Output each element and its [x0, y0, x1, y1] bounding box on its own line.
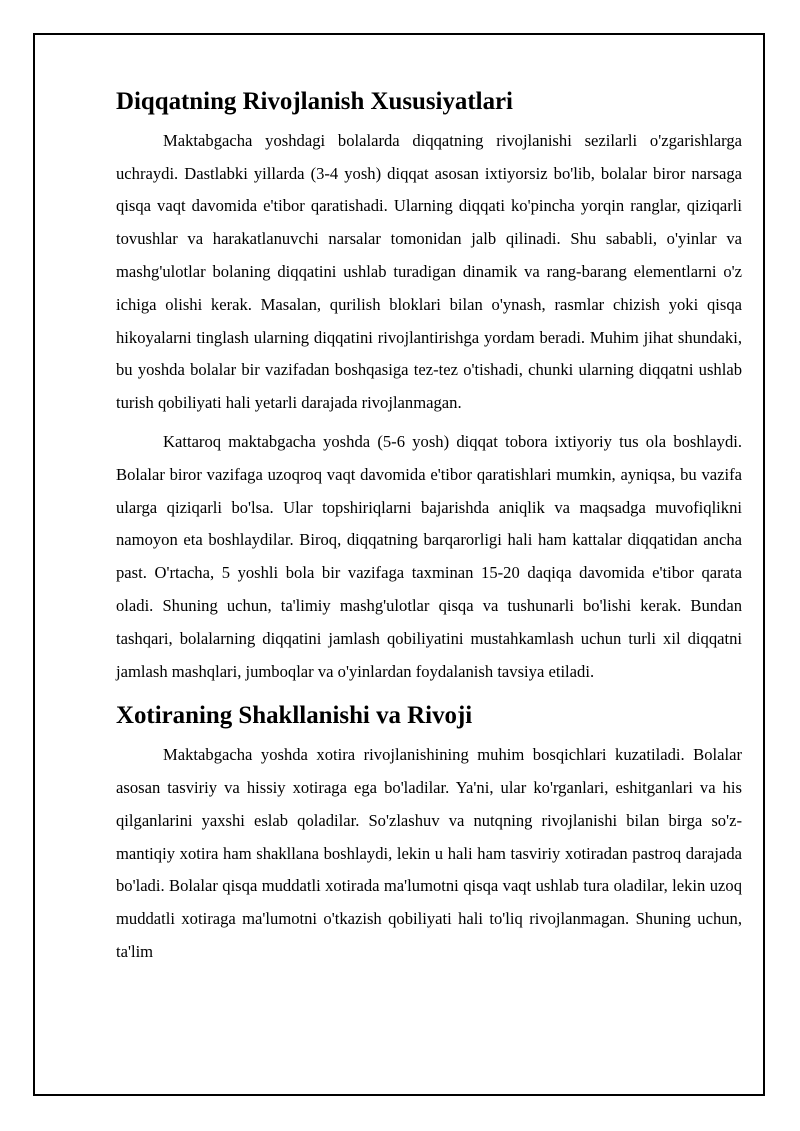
paragraph: Maktabgacha yoshda xotira rivojlanishining muhim bosqichlari kuzatiladi. Bolalar asosan tasviriy va hissiy xotiraga ega bo'ladilar. Ya'ni, ular ko'rganlari, eshitganlari va his qilganlarini yaxshi eslab qoladilar. So'zlashuv va nutqning rivojlanishi bilan birga so'z-mantiqiy xotira ham shakllana boshlaydi, lekin u hali ham tasviriy xotiradan pastroq darajada bo'ladi. Bolalar qisqa muddatli xotirada ma'lumotni qisqa vaqt ushlab tura oladilar, lekin uzoq muddatli xotiraga ma'lumotni o'tkazish qobiliyati hali to'liq rivojlanmagan. Shuning uchun, ta'lim [116, 745, 742, 961]
section-heading-attention: Diqqatning Rivojlanish Xususiyatlari [116, 88, 513, 115]
paragraph: Kattaroq maktabgacha yoshda (5-6 yosh) diqqat tobora ixtiyoriy tus ola boshlaydi. Bolalar biror vazifaga uzoqroq vaqt davomida e'tibor qaratishlari mumkin, ayniqsa, bu vazifa ularga qiziqarli bo'lsa. Ular topshiriqlarni bajarishda aniqlik va maqsadga muvofiqlikni namoyon eta boshlaydilar. Biroq, diqqatning barqarorligi hali ham kattalar diqqatidan ancha past. O'rtacha, 5 yoshli bola bir vazifaga taxminan 15-20 daqiqa davomida e'tibor qarata oladi. Shuning uchun, ta'limiy mashg'ulotlar qisqa va tushunarli bo'lishi kerak. Bundan tashqari, bolalarning diqqatini jamlash qobiliyatini mustahkamlash uchun turli xil diqqatni jamlash mashqlari, jumboqlar va o'yinlardan foydalanish tavsiya etiladi. [116, 431, 742, 681]
paragraph: Maktabgacha yoshdagi bolalarda diqqatning rivojlanishi sezilarli o'zgarishlarga uchraydi. Dastlabki yillarda (3-4 yosh) diqqat asosan ixtiyorsiz bo'lib, bolalar biror narsaga qisqa vaqt davomida e'tibor qaratishadi. Ularning diqqati ko'pincha yorqin ranglar, qiziqarli tovushlar va harakatlanuvchi narsalar tomonidan jalb qilinadi. Shu sababli, o'yinlar va mashg'ulotlar bolaning diqqatini ushlab turadigan dinamik va rang-barang elementlarni o'z ichiga olishi kerak. Masalan, qurilish bloklari bilan o'ynash, rasmlar chizish yoki qisqa hikoyalarni tinglash ularning diqqatini rivojlantirishga yordam beradi. Muhim jihat shundaki, bu yoshda bolalar bir vazifadan boshqasiga tez-tez o'tishadi, chunki ularning diqqatni ushlab turish qobiliyati hali yetarli darajada rivojlanmagan. [116, 130, 742, 413]
section-heading-memory: Xotiraning Shakllanishi va Rivoji [116, 702, 473, 730]
document-body [116, 86, 742, 969]
